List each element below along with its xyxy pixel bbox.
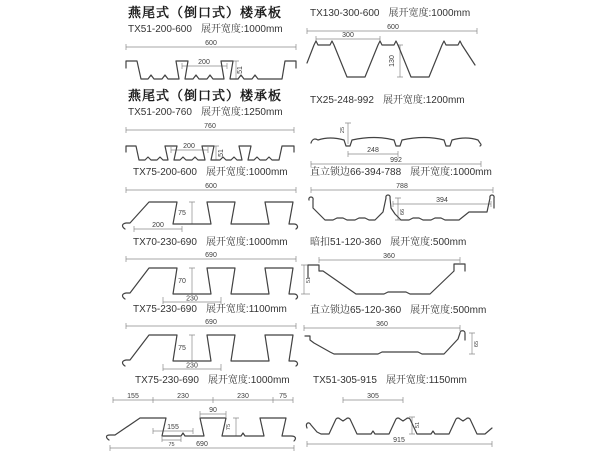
dim-label: 360 <box>383 253 395 260</box>
dim-label: 230 <box>186 362 198 370</box>
profile-outline <box>305 331 465 354</box>
panel-title: 燕尾式（倒口式）楼承板 <box>128 5 283 20</box>
model-label: 暗扣51-120-360 <box>310 237 382 248</box>
dimension-lines <box>126 44 296 79</box>
panel-subtitle <box>133 303 302 316</box>
dim-label: 200 <box>183 143 195 150</box>
dim-label: 230 <box>177 393 189 400</box>
model-label: TX51-305-915 <box>313 375 377 386</box>
dim-label: 70 <box>178 278 186 285</box>
panel-subtitle <box>133 166 302 179</box>
panel-tx51-305-915 <box>303 372 500 450</box>
dim-label: 690 <box>196 441 208 448</box>
panel-seam-66-394-788 <box>303 164 500 232</box>
panel-subtitle <box>135 374 303 387</box>
panel-subtitle <box>128 23 302 36</box>
dim-label: 600 <box>205 183 217 190</box>
panel-tx75-200-600 <box>120 164 302 234</box>
profile-outline <box>107 418 296 441</box>
panel-tx75-230-690-1100 <box>120 301 302 375</box>
dim-label: 200 <box>198 59 210 66</box>
dimension-lines <box>304 325 475 354</box>
dim-label: 51 <box>237 66 244 74</box>
dim-label: 75 <box>178 210 186 217</box>
profile-outline <box>123 202 298 229</box>
panel-tx75-230-690-1000 <box>103 372 303 452</box>
panel-anko-51-120-360 <box>300 234 477 308</box>
spread-width-label: 展开宽度:1250mm <box>200 107 283 118</box>
panel-subtitle <box>310 7 495 20</box>
dim-label: 600 <box>387 24 399 31</box>
profile-drawing-tx51-200-600 <box>124 39 302 89</box>
spread-width-label: 展开宽度:1000mm <box>207 375 290 386</box>
profile-outline <box>126 61 296 79</box>
panel-title: 燕尾式（倒口式）楼承板 <box>128 88 283 103</box>
dimension-lines <box>126 256 296 304</box>
dim-label: 300 <box>342 32 354 39</box>
dim-label: 305 <box>367 393 379 400</box>
dimension-lines <box>307 28 477 77</box>
dim-label: 51 <box>218 149 225 157</box>
spread-width-label: 展开宽度:500mm <box>390 237 467 248</box>
profile-outline <box>311 138 481 147</box>
spread-width-label: 展开宽度:1000mm <box>200 24 283 35</box>
dim-label: 75 <box>178 345 186 352</box>
dim-label: 155 <box>167 424 179 431</box>
panel-tx51-200-760 <box>124 88 302 168</box>
dim-label: 200 <box>152 222 164 229</box>
dim-label: 65 <box>474 340 480 348</box>
spread-width-label: 展开宽度:1200mm <box>382 95 465 106</box>
dim-label: 155 <box>127 393 139 400</box>
dim-label: 51 <box>306 276 312 284</box>
model-label: TX75-230-690 <box>133 304 197 315</box>
dim-label: 788 <box>396 183 408 190</box>
panel-tx130-300-600 <box>305 5 495 87</box>
dim-label: 394 <box>436 197 448 204</box>
spread-width-label: 展开宽度:1000mm <box>388 8 471 19</box>
model-label: TX25-248-992 <box>310 95 374 106</box>
profile-drawing-tx25-248-992 <box>308 110 493 168</box>
dimension-lines <box>126 127 294 160</box>
dim-label: 90 <box>209 407 217 414</box>
dim-label: 248 <box>367 147 379 154</box>
spread-width-label: 展开宽度:1000mm <box>410 167 492 178</box>
panel-tx70-230-690 <box>120 234 302 308</box>
profile-drawing-tx70-230-690 <box>120 252 302 308</box>
profile-outline <box>306 418 492 434</box>
profile-outline <box>126 146 294 160</box>
model-label: TX75-230-690 <box>135 375 199 386</box>
model-label: TX51-200-760 <box>128 107 192 118</box>
panel-subtitle <box>313 374 500 387</box>
dim-label: 915 <box>393 437 405 444</box>
panel-subtitle <box>310 236 477 249</box>
panel-tx25-248-992 <box>308 92 493 168</box>
panel-subtitle <box>310 166 500 179</box>
profile-drawing-anko-51-120-360 <box>300 252 477 308</box>
profile-outline <box>309 195 494 220</box>
profile-outline <box>123 335 298 366</box>
spread-width-label: 展开宽度:1100mm <box>205 304 287 315</box>
panel-subtitle <box>310 94 493 107</box>
profile-drawing-tx51-305-915 <box>303 390 500 450</box>
spread-width-label: 展开宽度:500mm <box>410 305 487 316</box>
model-label: TX51-200-600 <box>128 24 192 35</box>
dimension-lines <box>126 323 296 371</box>
spread-width-label: 展开宽度:1000mm <box>205 167 288 178</box>
model-label: 直立锁边65-120-360 <box>310 305 402 316</box>
dim-label: 230 <box>186 295 198 303</box>
model-label: TX70-230-690 <box>133 237 197 248</box>
panel-seam-65-120-360 <box>300 302 486 370</box>
dim-label: 690 <box>205 319 217 326</box>
profile-drawing-tx75-230-690-1000 <box>103 390 303 452</box>
panel-subtitle <box>128 106 302 119</box>
model-label: 直立锁边66-394-788 <box>310 167 402 178</box>
panel-subtitle <box>133 236 302 249</box>
dim-label: 992 <box>390 157 402 164</box>
dim-label: 66 <box>400 208 406 216</box>
dim-label: 690 <box>205 252 217 259</box>
model-label: TX130-300-600 <box>310 8 380 19</box>
profile-outline <box>123 268 298 299</box>
spread-width-label: 展开宽度:1150mm <box>385 375 467 386</box>
profile-drawing-seam-65-120-360 <box>300 320 482 370</box>
dim-label: 75 <box>168 442 175 448</box>
spread-width-label: 展开宽度:1000mm <box>205 237 288 248</box>
profile-drawing-seam-66-394-788 <box>303 182 500 232</box>
panel-tx51-200-600 <box>124 5 302 89</box>
profile-drawing-tx75-230-690-1100 <box>120 319 302 375</box>
profile-drawing-tx51-200-760 <box>124 122 302 168</box>
dim-label: 25 <box>340 126 346 134</box>
dim-label: 75 <box>226 423 232 431</box>
profile-drawing-tx130-300-600 <box>305 23 495 87</box>
dim-label: 230 <box>237 393 249 400</box>
profile-drawing-tx75-200-600 <box>120 182 302 234</box>
panel-subtitle <box>310 304 486 317</box>
dim-label: 130 <box>389 55 396 67</box>
profile-outline <box>308 264 465 294</box>
dim-label: 51 <box>415 421 421 429</box>
dim-label: 360 <box>376 321 388 328</box>
dim-label: 600 <box>205 40 217 47</box>
dim-label: 75 <box>279 393 287 400</box>
model-label: TX75-200-600 <box>133 167 197 178</box>
dim-label: 760 <box>204 123 216 130</box>
